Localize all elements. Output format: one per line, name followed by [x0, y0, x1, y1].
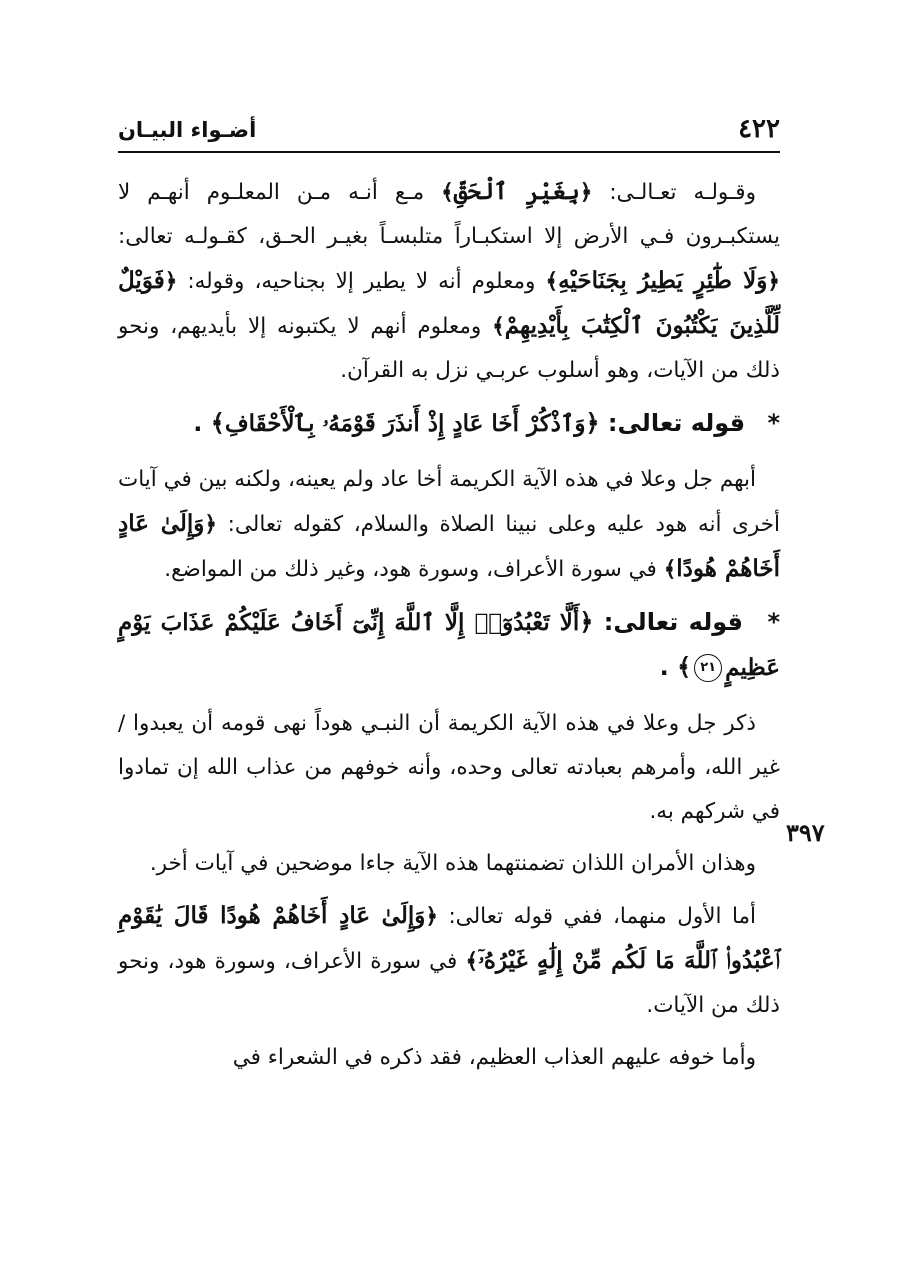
heading-label: قوله تعالى: [607, 409, 746, 437]
quran-quote: فَوَيْلٌ لِّلَّذِينَ يَكْتُبُونَ ٱلْكِتَٰبَ بِأَيْدِيهِمْ [118, 267, 780, 339]
ornate-bracket-close: ﴾ [441, 180, 454, 205]
quran-quote: وَٱذْكُرْ أَخَا عَادٍ إِذْ أَنذَرَ قَوْمَهُۥ بِٱلْأَحْقَافِ [224, 410, 586, 437]
ornate-bracket-open: ﴿ [579, 180, 593, 205]
paragraph [118, 702, 780, 834]
ornate-bracket-open: ﴿ [579, 607, 594, 636]
ornate-bracket-close: ﴾ [465, 949, 479, 974]
ornate-bracket-close: ﴾ [677, 652, 692, 681]
heading-label: قوله تعالى: [603, 608, 744, 636]
ornate-bracket-open: ﴿ [585, 408, 600, 437]
quran-quote: وَلَا طَٰٓئِرٍ يَطِيرُ بِجَنَاحَيْهِ [558, 267, 768, 294]
body-text: مـع أنـه مـن المعلـوم أنهـم لا يستكبـرون فـي الأرض إلا استكبـاراً متلبسـاً بغيـر الحـق، كقـولـه تعالى: [118, 180, 780, 249]
page-header [118, 108, 780, 152]
ornate-bracket-open: ﴿ [164, 269, 178, 294]
body-text: في سورة الأعراف، وسورة هود، وغير ذلك من المواضع. [164, 557, 657, 582]
ornate-bracket-close: ﴾ [210, 408, 225, 437]
body-text: في سورة الأعراف، وسورة هود، ونحو ذلك من الآيات. [118, 949, 780, 1018]
running-title: أضـواء البيـان [118, 118, 257, 142]
asterisk-marker: * [767, 608, 780, 636]
section-heading [118, 401, 780, 446]
ornate-bracket-close: ﴾ [492, 314, 505, 339]
quran-quote: وَإِلَىٰ عَادٍ أَخَاهُمْ هُودًا قَالَ يَٰقَوْمِ ٱعْبُدُوا۟ ٱللَّهَ مَا لَكُم مِّنْ إِلَٰهٍ غَيْرُهُۥٓ [118, 902, 780, 974]
ornate-bracket-open: ﴿ [204, 512, 218, 537]
body-text: وهذان الأمران اللذان تضمنتهما هذه الآية جاءا موضحين في آيات أخر. [149, 851, 756, 876]
ornate-bracket-open: ﴿ [767, 269, 781, 294]
full-stop: . [659, 653, 669, 681]
paragraph [118, 894, 780, 1028]
quran-quote: أَلَّا تَعْبُدُوٓا۟ إِلَّا ٱللَّهَ إِنِّىٓ أَخَافُ عَلَيْكُمْ عَذَابَ يَوْمٍ عَظِيمٍ [118, 609, 780, 681]
body-text: ذكر جل وعلا في هذه الآية الكريمة أن النبـي هوداً نهى قومه أن يعبدوا /غير الله، وأمرهم بعبادته تعالى وحده، وأنه خوفهم من عذاب الله إن تمادوا في شركهم به. [118, 711, 780, 824]
quran-quote: وَإِلَىٰ عَادٍ أَخَاهُمْ هُودًا [118, 510, 780, 582]
verse-number-medallion: ٢١ [694, 654, 722, 682]
paragraph [118, 842, 780, 886]
asterisk-marker: * [767, 409, 780, 437]
page-body [118, 170, 780, 1088]
ornate-bracket-close: ﴾ [545, 269, 559, 294]
margin-page-marker: ٣٩٧ [786, 818, 825, 847]
header-rule [118, 151, 780, 153]
body-text: وأما خوفه عليهم العذاب العظيم، فقد ذكره في الشعراء في [232, 1045, 756, 1070]
paragraph [118, 170, 780, 393]
paragraph [118, 1036, 780, 1080]
body-text: ومعلوم أنه لا يطير إلا بجناحيه، وقوله: [187, 269, 536, 294]
ornate-bracket-close: ﴾ [663, 557, 677, 582]
quran-quote: بِغَيْرِ ٱلْحَقِّ [453, 178, 580, 205]
body-text: ومعلوم أنهم لا يكتبونه إلا بأيديهم، ونحو ذلك من الآيات، وهو أسلوب عربـي نزل به القرآن. [118, 314, 780, 383]
body-text: وقـولـه تعـالـى: [609, 180, 756, 205]
body-text: أما الأول منهما، ففي قوله تعالى: [448, 904, 756, 929]
body-text: أبهم جل وعلا في هذه الآية الكريمة أخا عاد ولم يعينه، ولكنه بين في آيات أخرى أنه هود عليه وعلى نبينا الصلاة والسلام، كقوله تعالى: [118, 467, 780, 537]
page-number: ٤٢٢ [738, 114, 780, 144]
section-heading [118, 600, 780, 690]
full-stop: . [193, 409, 203, 437]
ornate-bracket-open: ﴿ [425, 904, 438, 929]
paragraph [118, 458, 780, 592]
